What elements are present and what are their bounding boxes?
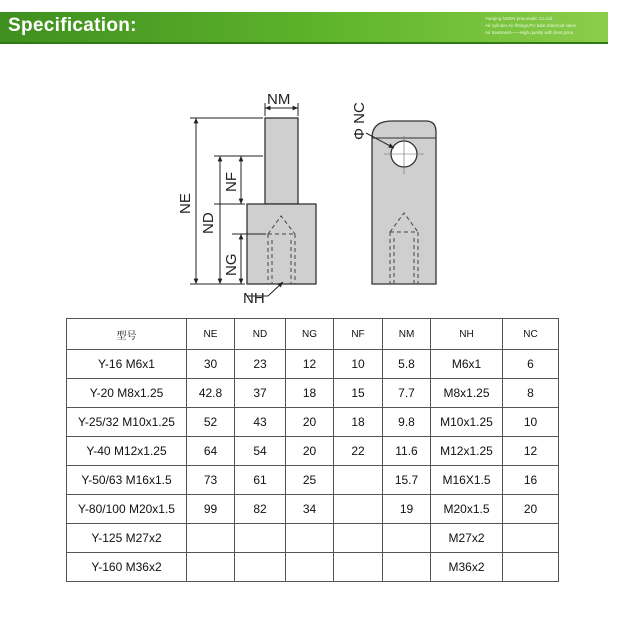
label-nh: NH [243, 290, 265, 307]
table-cell [235, 553, 286, 582]
table-cell: 64 [187, 437, 235, 466]
table-cell: 99 [187, 495, 235, 524]
banner-title: Specification: [8, 15, 137, 36]
table-cell: 8 [503, 379, 559, 408]
table-cell: 34 [286, 495, 334, 524]
header-cell: 型号 [67, 319, 187, 350]
header-cell: NF [334, 319, 383, 350]
table-cell: 11.6 [383, 437, 431, 466]
table-cell: 42.8 [187, 379, 235, 408]
table-cell [187, 553, 235, 582]
table-cell: 7.7 [383, 379, 431, 408]
model-cell: Y-40 M12x1.25 [67, 437, 187, 466]
table-row [67, 524, 559, 553]
table-cell [503, 524, 559, 553]
table-cell: 22 [334, 437, 383, 466]
table-cell: 61 [235, 466, 286, 495]
model-cell: Y-50/63 M16x1.5 [67, 466, 187, 495]
model-cell: Y-16 M6x1 [67, 350, 187, 379]
table-header-row [67, 319, 559, 350]
table-row [67, 408, 559, 437]
model-cell: Y-25/32 M10x1.25 [67, 408, 187, 437]
header-cell: ND [235, 319, 286, 350]
table-cell: M20x1.5 [431, 495, 503, 524]
table-cell: M27x2 [431, 524, 503, 553]
banner-line: Yueqing NOEN pneumatic Co.Ltd [485, 16, 553, 21]
label-nd: ND [200, 212, 217, 234]
table-cell: M16X1.5 [431, 466, 503, 495]
banner-company-info [485, 15, 605, 36]
table-cell [383, 553, 431, 582]
label-nm: NM [267, 91, 291, 108]
table-cell: 5.8 [383, 350, 431, 379]
table-cell [235, 524, 286, 553]
table-cell: 15 [334, 379, 383, 408]
table-cell: 12 [503, 437, 559, 466]
table-cell: 37 [235, 379, 286, 408]
table-cell: M6x1 [431, 350, 503, 379]
table-cell: 30 [187, 350, 235, 379]
table-cell: 23 [235, 350, 286, 379]
table-cell: 54 [235, 437, 286, 466]
table-cell: 15.7 [383, 466, 431, 495]
table-row [67, 437, 559, 466]
table-cell: M36x2 [431, 553, 503, 582]
header-cell: NC [503, 319, 559, 350]
table-cell [286, 553, 334, 582]
table-cell: 12 [286, 350, 334, 379]
table-cell: 20 [286, 408, 334, 437]
table-cell: 20 [503, 495, 559, 524]
table-cell [334, 553, 383, 582]
label-ng: NG [223, 253, 240, 276]
table-cell [286, 524, 334, 553]
table-row [67, 379, 559, 408]
model-cell: Y-80/100 M20x1.5 [67, 495, 187, 524]
header-cell: NH [431, 319, 503, 350]
table-cell: 52 [187, 408, 235, 437]
header-cell: NE [187, 319, 235, 350]
table-cell: 82 [235, 495, 286, 524]
model-cell: Y-20 M8x1.25 [67, 379, 187, 408]
table-cell: 10 [503, 408, 559, 437]
table-cell: M10x1.25 [431, 408, 503, 437]
table-cell: 43 [235, 408, 286, 437]
table-cell [334, 495, 383, 524]
table-cell: 20 [286, 437, 334, 466]
model-cell: Y-125 M27x2 [67, 524, 187, 553]
table-cell: 9.8 [383, 408, 431, 437]
label-nf: NF [223, 172, 240, 192]
table-cell [503, 553, 559, 582]
table-cell: 18 [286, 379, 334, 408]
table-cell: M12x1.25 [431, 437, 503, 466]
banner-line: Air cylinder,Air fittings,PU tube,Solenoid valve [485, 23, 577, 28]
spec-table [66, 318, 559, 582]
spec-banner [0, 12, 608, 44]
table-cell: 25 [286, 466, 334, 495]
table-cell [334, 466, 383, 495]
table-cell [334, 524, 383, 553]
side-view-tongue [265, 118, 298, 204]
label-ne: NE [177, 193, 194, 214]
table-cell [187, 524, 235, 553]
table-row [67, 350, 559, 379]
table-cell: 19 [383, 495, 431, 524]
table-cell: 16 [503, 466, 559, 495]
table-cell [383, 524, 431, 553]
banner-line: Air treatment——High quality with best price [485, 30, 574, 35]
label-nc: Φ NC [351, 102, 368, 140]
header-cell: NG [286, 319, 334, 350]
table-row [67, 495, 559, 524]
table-cell: 73 [187, 466, 235, 495]
table-cell: 10 [334, 350, 383, 379]
table-cell: 6 [503, 350, 559, 379]
header-cell: NM [383, 319, 431, 350]
table-row [67, 553, 559, 582]
table-cell: 18 [334, 408, 383, 437]
technical-drawing [0, 60, 622, 310]
table-cell: M8x1.25 [431, 379, 503, 408]
model-cell: Y-160 M36x2 [67, 553, 187, 582]
table-row [67, 466, 559, 495]
